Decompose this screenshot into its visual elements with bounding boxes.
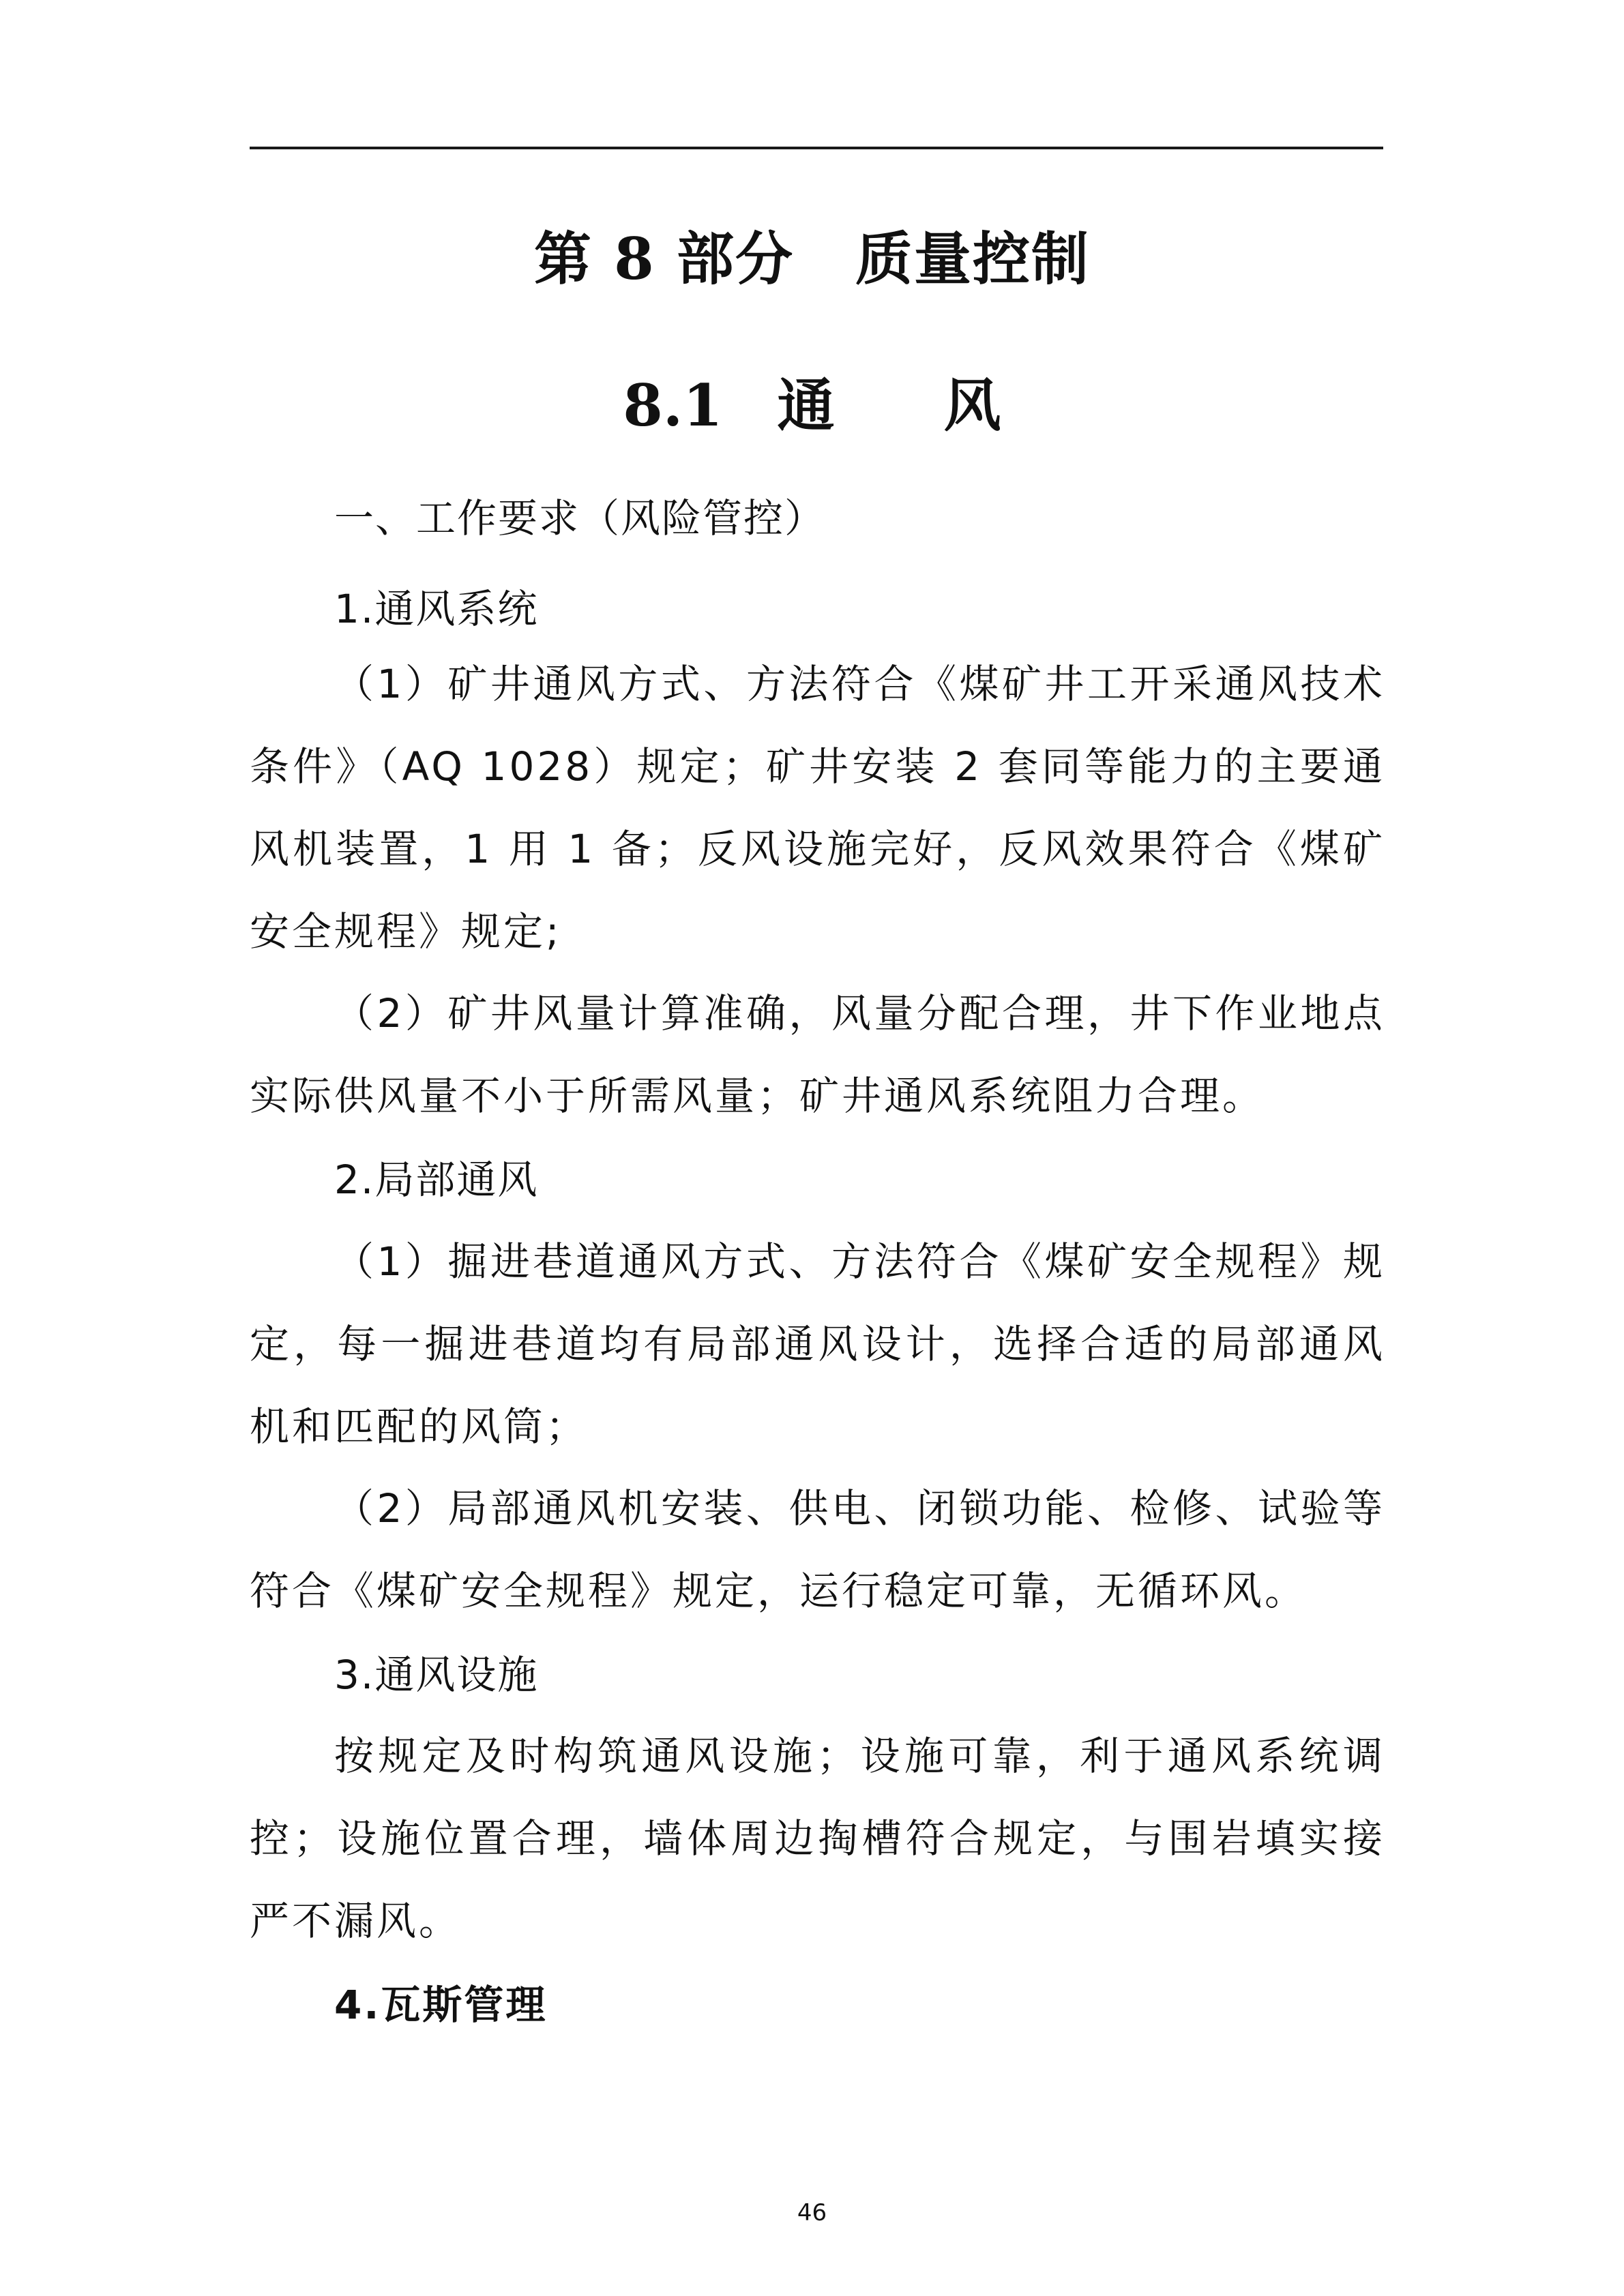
part-number: 第 8 部分	[534, 225, 794, 293]
section-title-char-1: 通	[777, 372, 835, 439]
paragraph-1-2: （2）矿井风量计算准确，风量分配合理，井下作业地点实际供风量不小于所需风量；矿井通风系统阻力合理。	[250, 990, 1385, 1119]
paragraph-3-1: 按规定及时构筑通风设施；设施可靠，利于通风系统调控；设施位置合理，墙体周边掏槽符合规定，与围岩填实接严不漏风。	[250, 1733, 1385, 1944]
subsection-title-2: 2.局部通风	[334, 1157, 539, 1203]
section-title-char-2: 风	[943, 372, 1001, 439]
paragraph-2-1: （1）掘进巷道通风方式、方法符合《煤矿安全规程》规定，每一掘进巷道均有局部通风设计，选择合适的局部通风机和匹配的风筒；	[250, 1238, 1385, 1450]
header-rule	[250, 147, 1383, 149]
section-number: 8.1	[623, 372, 723, 439]
heading-work-requirements: 一、工作要求（风险管控）	[334, 495, 826, 541]
paragraph-1-1: （1）矿井通风方式、方法符合《煤矿井工开采通风技术条件》（AQ 1028）规定；矿井安装 2 套同等能力的主要通风机装置，1 用 1 备；反风设施完好，反风效果符合《煤矿安全规程》规定;	[250, 661, 1385, 955]
subsection-title-3: 3.通风设施	[334, 1652, 539, 1698]
subsection-title-1: 1.通风系统	[334, 586, 539, 632]
section-title	[0, 372, 1624, 440]
part-title	[0, 225, 1624, 293]
paragraph-2-2: （2）局部通风机安装、供电、闭锁功能、检修、试验等符合《煤矿安全规程》规定，运行稳定可靠，无循环风。	[250, 1485, 1385, 1614]
part-title-text: 质量控制	[855, 225, 1090, 293]
subsection-title-4: 4.瓦斯管理	[334, 1982, 548, 2028]
page-number: 46	[797, 2199, 827, 2226]
